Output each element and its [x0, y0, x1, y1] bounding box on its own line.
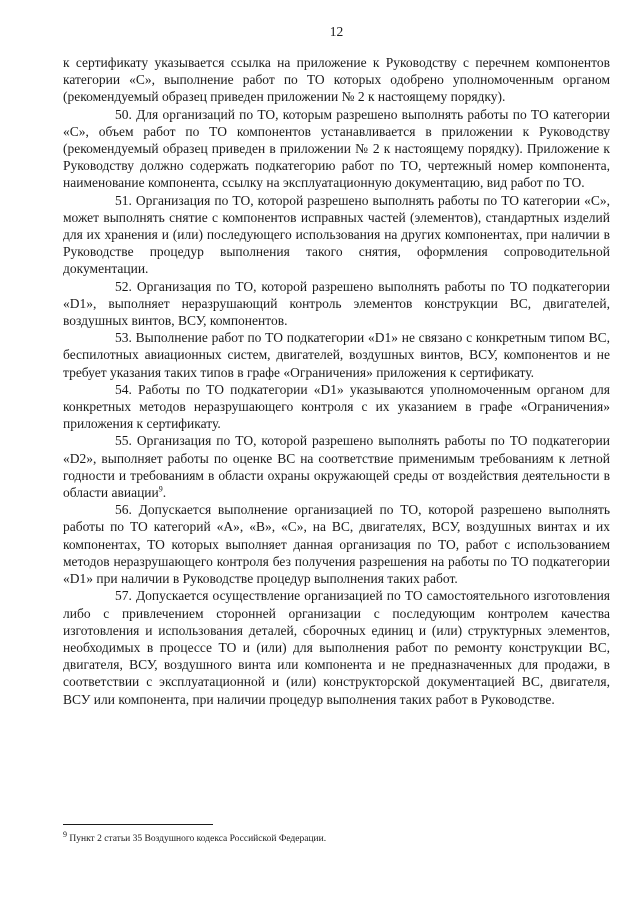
paragraph-tail: .	[162, 485, 167, 501]
paragraph-number: 52.	[115, 278, 132, 294]
paragraph-number: 50.	[115, 106, 132, 122]
paragraph-52	[63, 278, 610, 330]
paragraph-51	[63, 192, 610, 278]
footnote-reference[interactable]: 9	[158, 484, 163, 494]
paragraph-text: Работы по ТО подкатегории «D1» указываются уполномоченным органом для конкретных методов неразрушающего контроля с их указанием в графе «Ограничения» приложения к сертификату.	[63, 381, 611, 432]
paragraph-text: Организация по ТО, которой разрешено выполнять работы по ТО подкатегории «D2», выполняет работы по оценке ВС на соответствие применимым требованиям к летной годности и требованиям в области охраны окружающей среды от воздействия деятельности в области авиации	[63, 433, 611, 501]
paragraph-number: 56.	[115, 502, 132, 518]
paragraph-57	[63, 587, 610, 707]
paragraph-53	[63, 329, 610, 381]
paragraph-text: Организация по ТО, которой разрешено выполнять работы по ТО категории «C», может выполнять снятие с компонентов исправных частей (элементов), стандартных изделий для их хранения и (или) последующего использования на других компонентах, при наличии в Руководстве процедур выполнения такого снятия, оформления сопроводительной документации.	[63, 192, 610, 277]
paragraph-56	[63, 501, 610, 587]
paragraph-54	[63, 381, 610, 433]
paragraph-text: Допускается выполнение организацией по ТО, которой разрешено выполнять работы по ТО категорий «А», «В», «С», на ВС, двигателях, ВСУ, воздушных винтах и их компонентах, ТО которых выполняет данная организация по ТО, работ с использованием методов неразрушающего контроля без получения разрешения на работы по ТО подкатегории «D1» при наличии в Руководстве процедур выполнения таких работ.	[63, 502, 611, 587]
paragraph-number: 53.	[115, 330, 132, 346]
paragraph-text: Для организаций по ТО, которым разрешено выполнять работы по ТО категории «C», объем работ по ТО компонентов устанавливается в приложении к Руководству (рекомендуемый образец приведен в приложении № 2 к настоящему порядку). Приложение к Руководству должно содержать подкатегорию работ по ТО, чертежный номер компонента, наименование компонента, ссылку на эксплуатационную документацию, вид работ по ТО.	[63, 106, 610, 191]
paragraph-number: 55.	[115, 433, 132, 449]
paragraph-number: 57.	[115, 588, 132, 604]
paragraph-number: 54.	[115, 381, 132, 397]
paragraph-55	[63, 432, 610, 501]
paragraph-50	[63, 106, 610, 192]
intro-paragraph: к сертификату указывается ссылка на приложение к Руководству с перечнем компонентов категории «C», выполнение работ по ТО которых одобрено уполномоченным органом (рекомендуемый образец приведен приложении № 2 к настоящему порядку).	[63, 55, 610, 105]
paragraph-text: Выполнение работ по ТО подкатегории «D1» не связано с конкретным типом ВС, беспилотных авиационных систем, двигателей, воздушных винтов, ВСУ, компонентов и не требует указания таких типов в графе «Ограничения» приложения к сертификату.	[63, 330, 610, 380]
paragraph-number: 51.	[115, 192, 132, 208]
body-text	[63, 54, 610, 708]
footnote-divider	[63, 824, 213, 825]
footnote-mark: 9	[63, 829, 67, 839]
paragraph-text: Организация по ТО, которой разрешено выполнять работы по ТО подкатегории «D1», выполняет неразрушающий контроль элементов конструкции ВС, двигателей, воздушных винтов, ВСУ, компонентов.	[63, 278, 611, 329]
paragraph-text: Допускается осуществление организацией по ТО самостоятельного изготовления либо с привлечением сторонней организации с последующим контролем качества изготовления и использования деталей, сборочных единиц и (или) структурных элементов, необходимых в процессе ТО и (или) для выполнения работ по ремонту конструкции ВС, двигателя, ВСУ, воздушного винта или компонента и не предназначенных для продажи, в соответствии с эксплуатационной и (или) конструкторской документацией ВС, двигателя, ВСУ или компонента, при наличии процедур выполнения таких работ в Руководстве.	[63, 588, 610, 707]
page-number: 12	[329, 24, 344, 39]
footnote-text: Пункт 2 статьи 35 Воздушного кодекса Российской Федерации.	[67, 834, 327, 844]
footnote	[63, 829, 610, 845]
